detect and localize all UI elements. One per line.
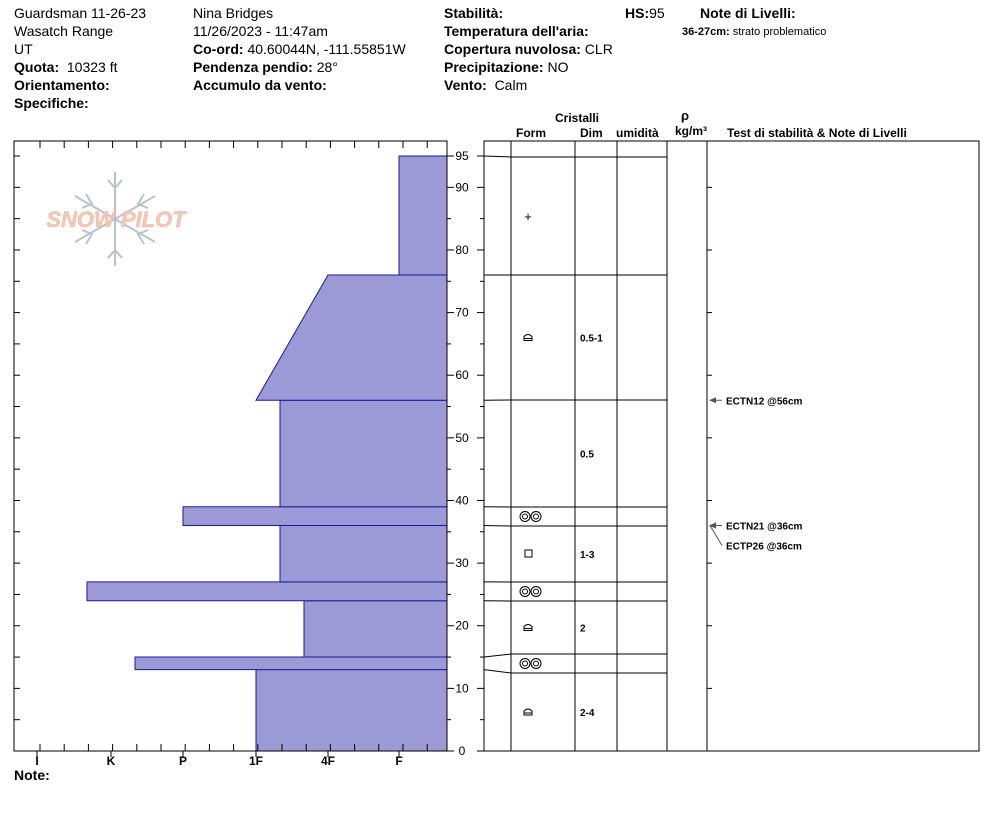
form-crust-icon — [523, 661, 528, 666]
hardness-label: P — [178, 754, 188, 768]
layer-note-text: strato problematico — [732, 26, 827, 38]
height-label: 20 — [455, 618, 469, 633]
range-name: Wasatch Range — [14, 23, 114, 39]
height-label: 80 — [455, 242, 469, 257]
form-crust-icon — [534, 514, 539, 519]
elevation-value: 10323 ft — [66, 59, 118, 75]
dim-header: Dim — [580, 126, 603, 140]
height-label: 10 — [455, 681, 469, 696]
layer-connector — [484, 670, 511, 673]
table-row — [524, 708, 595, 719]
form-crust-icon — [531, 512, 541, 522]
elevation-label: Quota: — [14, 59, 60, 75]
hardness-label: 1F — [248, 754, 264, 768]
rho-header: ρ — [681, 108, 690, 123]
layer-note-range: 36-27cm: — [682, 26, 730, 38]
height-label: 0 — [458, 744, 466, 758]
table-row — [525, 550, 595, 561]
form-header: Form — [516, 126, 546, 140]
form-crust-icon — [520, 659, 530, 669]
layer-connector — [484, 654, 511, 657]
form-crust-icon — [534, 661, 539, 666]
hardness-segment — [280, 526, 447, 582]
form-rounding-icon — [524, 335, 532, 341]
table-row — [524, 624, 586, 635]
dim-value: 2 — [580, 623, 586, 635]
hardness-segment — [256, 275, 447, 400]
table-row — [524, 209, 532, 224]
dim-value: 1-3 — [580, 550, 595, 561]
layer-connector — [484, 156, 511, 157]
height-label: 95 — [455, 149, 469, 164]
hardness-label: 4F — [320, 754, 336, 768]
coord-value: 40.60044N, -111.55851W — [247, 41, 406, 57]
form-crust-icon — [523, 589, 528, 594]
form-crust-icon — [520, 587, 530, 597]
hardness-segment — [280, 400, 447, 506]
density-unit-header: kg/m³ — [675, 124, 708, 138]
hardness-profile — [87, 156, 447, 751]
form-rounding-icon — [524, 625, 532, 631]
test-label: ECTP26 @36cm — [726, 541, 802, 553]
table-row — [520, 659, 541, 669]
observer-name: Nina Bridges — [193, 5, 274, 21]
precip-value: NO — [547, 59, 569, 75]
hardness-label: I — [35, 754, 39, 768]
form-crust-icon — [523, 514, 528, 519]
height-label: 30 — [455, 556, 469, 571]
dim-value: 2-4 — [580, 708, 595, 719]
logo-text: SNOW PILOT — [46, 207, 186, 232]
stability-tests — [709, 396, 803, 552]
hardness-segment — [135, 657, 447, 670]
stability-label: Stabilità: — [444, 5, 504, 21]
layer-table-frame — [484, 141, 979, 751]
form-crust-icon — [531, 659, 541, 669]
slope-label: Pendenza pendio: — [193, 59, 313, 75]
test-arrowhead — [709, 397, 716, 403]
test-label: ECTN21 @36cm — [726, 521, 803, 533]
hardness-segment — [399, 156, 447, 275]
test-arrowhead — [709, 523, 716, 529]
layer-notes-label: Note di Livelli: — [700, 5, 796, 21]
table-row — [520, 512, 541, 522]
air-temp-label: Temperatura dell'aria: — [444, 23, 589, 39]
crystals-header: Cristalli — [555, 111, 600, 125]
hardness-segment — [256, 670, 447, 751]
coord-label: Co-ord: — [193, 41, 244, 57]
hardness-axis — [35, 751, 402, 768]
form-facet-icon — [525, 550, 532, 557]
form-crust-icon — [531, 587, 541, 597]
hardness-segment — [87, 582, 447, 601]
height-label: 70 — [455, 305, 469, 320]
table-row — [524, 334, 603, 345]
sky-label: Copertura nuvolosa: — [444, 41, 581, 57]
snowpilot-logo — [46, 172, 187, 266]
table-columns — [511, 141, 712, 751]
observation-datetime: 11/26/2023 - 11:47am — [193, 23, 328, 39]
height-label: 40 — [455, 493, 469, 508]
dim-value: 0.5-1 — [580, 333, 603, 345]
note-label: Note: — [14, 767, 50, 783]
hs-value: 95 — [649, 5, 665, 21]
test-label: ECTN12 @56cm — [726, 396, 803, 408]
aspect-label: Orientamento: — [14, 77, 110, 93]
state-name: UT — [14, 41, 33, 57]
wind-value: Calm — [494, 77, 528, 93]
slope-value: 28° — [316, 59, 338, 75]
height-label: 60 — [455, 368, 469, 383]
site-name: Guardsman 11-26-23 — [14, 5, 147, 21]
table-row — [520, 587, 541, 597]
form-crust-icon — [520, 512, 530, 522]
dim-value: 0.5 — [580, 449, 594, 461]
hardness-label: F — [395, 754, 403, 768]
hardness-segment — [183, 507, 447, 526]
wind-label: Vento: — [444, 77, 487, 93]
sky-value: CLR — [584, 41, 613, 57]
wind-loading-label: Accumulo da vento: — [193, 77, 327, 93]
form-rounding-icon — [524, 709, 532, 715]
height-label: 50 — [455, 430, 469, 445]
hs-label: HS: — [625, 5, 650, 21]
specifics-label: Specifiche: — [14, 95, 89, 111]
hardness-label: K — [106, 754, 116, 768]
precip-label: Precipitazione: — [444, 59, 544, 75]
moisture-header: umidità — [616, 126, 659, 140]
hardness-segment — [304, 601, 447, 657]
height-axis — [447, 149, 484, 758]
height-label: 90 — [455, 180, 469, 195]
stability-notes-header: Test di stabilità & Note di Livelli — [727, 126, 907, 140]
form-symbol: + — [524, 209, 532, 224]
table-row — [580, 450, 594, 461]
form-crust-icon — [534, 589, 539, 594]
